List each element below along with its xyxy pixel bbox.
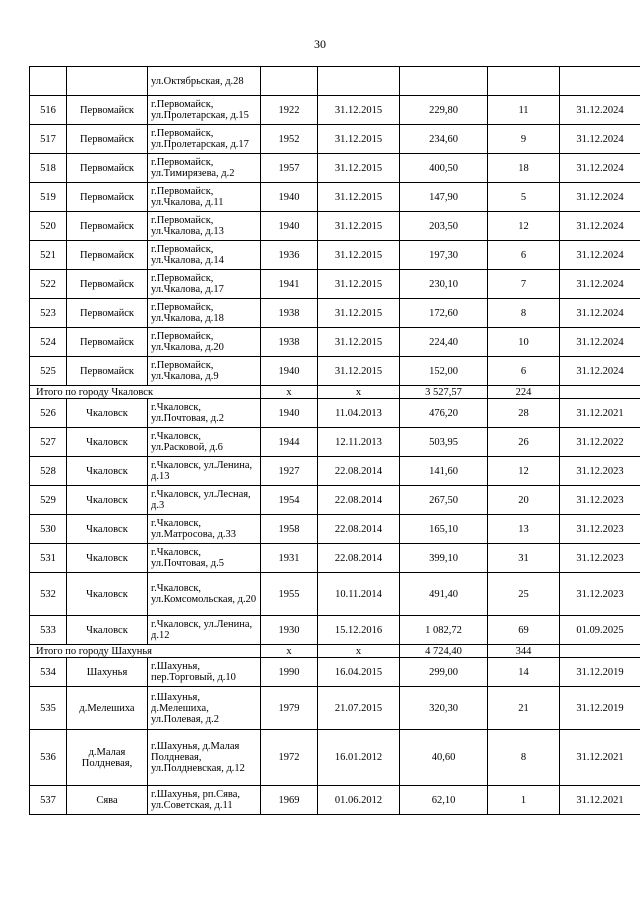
cell-address: г.Первомайск, ул.Чкалова, д.18: [148, 299, 261, 328]
cell-date: 31.12.2015: [318, 270, 400, 299]
total-date: х: [318, 645, 400, 658]
cell-address: г.Первомайск, ул.Пролетарская, д.17: [148, 125, 261, 154]
cell-count: 28: [488, 399, 560, 428]
cell-year: 1940: [261, 183, 318, 212]
table-row: [30, 786, 640, 815]
cell-settlement: Чкаловск: [67, 515, 148, 544]
cell-num: 519: [30, 183, 67, 212]
cell-year: 1969: [261, 786, 318, 815]
cell-settlement: Чкаловск: [67, 457, 148, 486]
cell-num: 528: [30, 457, 67, 486]
cell-count: 9: [488, 125, 560, 154]
cell-settlement: Первомайск: [67, 241, 148, 270]
cell-deadline: 31.12.2021: [560, 730, 640, 786]
total-year: х: [261, 386, 318, 399]
cell-date: 31.12.2015: [318, 183, 400, 212]
cell-area: 165,10: [400, 515, 488, 544]
cell-count: 6: [488, 357, 560, 386]
housing-register-table: [29, 66, 640, 815]
total-row: [30, 386, 640, 399]
cell-address: г.Первомайск, ул.Тимирязева, д.2: [148, 154, 261, 183]
cell-address: г.Шахунья, д.Малая Полдневая, ул.Полдневская, д.12: [148, 730, 261, 786]
cell-date: 16.01.2012: [318, 730, 400, 786]
cell-count: 10: [488, 328, 560, 357]
table-row: [30, 154, 640, 183]
cell-num: 521: [30, 241, 67, 270]
cell-count: 13: [488, 515, 560, 544]
cell-num: 537: [30, 786, 67, 815]
cell-address: г.Чкаловск, ул.Расковой, д.6: [148, 428, 261, 457]
cell-date: 31.12.2015: [318, 357, 400, 386]
cell-date: 31.12.2015: [318, 241, 400, 270]
table-row: [30, 573, 640, 616]
table-row: [30, 428, 640, 457]
cell-address: г.Чкаловск, ул.Лесная, д.3: [148, 486, 261, 515]
total-area: 4 724,40: [400, 645, 488, 658]
cell-num: 522: [30, 270, 67, 299]
cell-num: 536: [30, 730, 67, 786]
cell-year: 1955: [261, 573, 318, 616]
cell-count: 5: [488, 183, 560, 212]
table-row: [30, 241, 640, 270]
total-count: 224: [488, 386, 560, 399]
cell-settlement: Чкаловск: [67, 544, 148, 573]
table-row: [30, 658, 640, 687]
cell-num: 527: [30, 428, 67, 457]
cell-settlement: д.Малая Полдневая,: [67, 730, 148, 786]
cell-deadline: 31.12.2019: [560, 687, 640, 730]
cell-date: [318, 67, 400, 96]
cell-settlement: Сява: [67, 786, 148, 815]
cell-settlement: Первомайск: [67, 212, 148, 241]
cell-settlement: Шахунья: [67, 658, 148, 687]
cell-num: [30, 67, 67, 96]
cell-deadline: 01.09.2025: [560, 616, 640, 645]
cell-year: 1922: [261, 96, 318, 125]
cell-area: 1 082,72: [400, 616, 488, 645]
cell-area: 400,50: [400, 154, 488, 183]
cell-deadline: 31.12.2023: [560, 486, 640, 515]
cell-deadline: 31.12.2021: [560, 399, 640, 428]
cell-date: 11.04.2013: [318, 399, 400, 428]
cell-year: 1979: [261, 687, 318, 730]
cell-deadline: 31.12.2024: [560, 328, 640, 357]
table-row: [30, 183, 640, 212]
cell-deadline: 31.12.2024: [560, 96, 640, 125]
cell-count: 8: [488, 730, 560, 786]
cell-count: 18: [488, 154, 560, 183]
table-row: [30, 457, 640, 486]
cell-area: 299,00: [400, 658, 488, 687]
cell-date: 31.12.2015: [318, 154, 400, 183]
cell-year: 1954: [261, 486, 318, 515]
table-row: [30, 96, 640, 125]
table-row: [30, 486, 640, 515]
cell-year: 1958: [261, 515, 318, 544]
cell-year: 1927: [261, 457, 318, 486]
cell-deadline: 31.12.2023: [560, 573, 640, 616]
cell-year: 1938: [261, 328, 318, 357]
cell-address: г.Чкаловск, ул.Почтовая, д.5: [148, 544, 261, 573]
cell-num: 525: [30, 357, 67, 386]
table-row: [30, 544, 640, 573]
cell-num: 526: [30, 399, 67, 428]
cell-settlement: [67, 67, 148, 96]
cell-area: 172,60: [400, 299, 488, 328]
cell-address: г.Чкаловск, ул.Ленина, д.12: [148, 616, 261, 645]
total-area: 3 527,57: [400, 386, 488, 399]
cell-date: 31.12.2015: [318, 299, 400, 328]
total-deadline: [560, 645, 640, 658]
cell-settlement: Первомайск: [67, 183, 148, 212]
cell-deadline: 31.12.2023: [560, 457, 640, 486]
cell-year: 1990: [261, 658, 318, 687]
cell-count: [488, 67, 560, 96]
total-count: 344: [488, 645, 560, 658]
table-row-continued: [30, 67, 640, 96]
cell-year: 1930: [261, 616, 318, 645]
table-row: [30, 299, 640, 328]
cell-date: 31.12.2015: [318, 328, 400, 357]
cell-num: 532: [30, 573, 67, 616]
total-label: Итого по городу Чкаловск: [30, 386, 261, 399]
cell-deadline: 31.12.2022: [560, 428, 640, 457]
cell-year: [261, 67, 318, 96]
cell-date: 12.11.2013: [318, 428, 400, 457]
cell-address: г.Первомайск, ул.Чкалова, д.13: [148, 212, 261, 241]
cell-address: г.Чкаловск, ул.Комсомольская, д.20: [148, 573, 261, 616]
cell-deadline: 31.12.2023: [560, 544, 640, 573]
cell-area: 147,90: [400, 183, 488, 212]
cell-address: г.Первомайск, ул.Чкалова, д.11: [148, 183, 261, 212]
cell-date: 15.12.2016: [318, 616, 400, 645]
cell-area: 152,00: [400, 357, 488, 386]
cell-deadline: 31.12.2024: [560, 154, 640, 183]
cell-settlement: Чкаловск: [67, 616, 148, 645]
table-row: [30, 515, 640, 544]
table-row: [30, 212, 640, 241]
table-row: [30, 687, 640, 730]
table-row: [30, 270, 640, 299]
cell-area: 399,10: [400, 544, 488, 573]
cell-num: 533: [30, 616, 67, 645]
cell-count: 69: [488, 616, 560, 645]
cell-area: 320,30: [400, 687, 488, 730]
cell-address: г.Шахунья, д.Мелешиха, ул.Полевая, д.2: [148, 687, 261, 730]
cell-count: 8: [488, 299, 560, 328]
cell-settlement: Чкаловск: [67, 399, 148, 428]
cell-num: 518: [30, 154, 67, 183]
cell-area: 491,40: [400, 573, 488, 616]
cell-area: 230,10: [400, 270, 488, 299]
total-deadline: [560, 386, 640, 399]
cell-address: г.Первомайск, ул.Чкалова, д.14: [148, 241, 261, 270]
cell-settlement: Чкаловск: [67, 573, 148, 616]
cell-num: 530: [30, 515, 67, 544]
cell-date: 31.12.2015: [318, 212, 400, 241]
cell-count: 1: [488, 786, 560, 815]
cell-count: 26: [488, 428, 560, 457]
cell-date: 31.12.2015: [318, 96, 400, 125]
table-row: [30, 399, 640, 428]
table-row: [30, 616, 640, 645]
cell-area: 40,60: [400, 730, 488, 786]
cell-num: 524: [30, 328, 67, 357]
cell-count: 20: [488, 486, 560, 515]
cell-area: 224,40: [400, 328, 488, 357]
cell-settlement: Первомайск: [67, 328, 148, 357]
total-row: [30, 645, 640, 658]
cell-area: 503,95: [400, 428, 488, 457]
cell-area: [400, 67, 488, 96]
cell-num: 529: [30, 486, 67, 515]
cell-count: 31: [488, 544, 560, 573]
cell-num: 520: [30, 212, 67, 241]
cell-area: 476,20: [400, 399, 488, 428]
cell-deadline: 31.12.2024: [560, 212, 640, 241]
cell-year: 1938: [261, 299, 318, 328]
cell-deadline: 31.12.2024: [560, 299, 640, 328]
cell-year: 1957: [261, 154, 318, 183]
cell-year: 1952: [261, 125, 318, 154]
cell-settlement: Первомайск: [67, 357, 148, 386]
cell-settlement: Чкаловск: [67, 486, 148, 515]
total-label: Итого по городу Шахунья: [30, 645, 261, 658]
cell-date: 01.06.2012: [318, 786, 400, 815]
cell-deadline: 31.12.2024: [560, 241, 640, 270]
cell-date: 22.08.2014: [318, 544, 400, 573]
cell-settlement: Первомайск: [67, 299, 148, 328]
cell-deadline: 31.12.2021: [560, 786, 640, 815]
table-row: [30, 357, 640, 386]
cell-count: 12: [488, 212, 560, 241]
cell-settlement: Первомайск: [67, 96, 148, 125]
cell-deadline: 31.12.2024: [560, 125, 640, 154]
cell-count: 6: [488, 241, 560, 270]
cell-num: 531: [30, 544, 67, 573]
cell-date: 31.12.2015: [318, 125, 400, 154]
cell-date: 21.07.2015: [318, 687, 400, 730]
cell-address: г.Шахунья, пер.Торговый, д.10: [148, 658, 261, 687]
cell-num: 534: [30, 658, 67, 687]
cell-address: г.Чкаловск, ул.Почтовая, д.2: [148, 399, 261, 428]
cell-address: г.Первомайск, ул.Пролетарская, д.15: [148, 96, 261, 125]
cell-num: 535: [30, 687, 67, 730]
cell-year: 1936: [261, 241, 318, 270]
cell-num: 523: [30, 299, 67, 328]
cell-date: 10.11.2014: [318, 573, 400, 616]
cell-address: г.Первомайск, ул.Чкалова, д.17: [148, 270, 261, 299]
cell-year: 1941: [261, 270, 318, 299]
cell-year: 1940: [261, 212, 318, 241]
cell-address: г.Чкаловск, ул.Матросова, д.33: [148, 515, 261, 544]
cell-deadline: 31.12.2024: [560, 183, 640, 212]
cell-settlement: Первомайск: [67, 125, 148, 154]
cell-address: ул.Октябрьская, д.28: [148, 67, 261, 96]
cell-address: г.Шахунья, рп.Сява, ул.Советская, д.11: [148, 786, 261, 815]
cell-deadline: 31.12.2019: [560, 658, 640, 687]
cell-area: 197,30: [400, 241, 488, 270]
cell-deadline: [560, 67, 640, 96]
cell-settlement: Первомайск: [67, 154, 148, 183]
cell-count: 12: [488, 457, 560, 486]
cell-deadline: 31.12.2024: [560, 357, 640, 386]
cell-year: 1940: [261, 399, 318, 428]
cell-count: 25: [488, 573, 560, 616]
cell-area: 203,50: [400, 212, 488, 241]
cell-num: 517: [30, 125, 67, 154]
cell-settlement: Первомайск: [67, 270, 148, 299]
cell-date: 16.04.2015: [318, 658, 400, 687]
cell-area: 267,50: [400, 486, 488, 515]
total-year: х: [261, 645, 318, 658]
cell-num: 516: [30, 96, 67, 125]
cell-address: г.Первомайск, ул.Чкалова, д.9: [148, 357, 261, 386]
cell-area: 62,10: [400, 786, 488, 815]
total-date: х: [318, 386, 400, 399]
cell-year: 1940: [261, 357, 318, 386]
cell-date: 22.08.2014: [318, 515, 400, 544]
cell-date: 22.08.2014: [318, 457, 400, 486]
cell-year: 1972: [261, 730, 318, 786]
cell-date: 22.08.2014: [318, 486, 400, 515]
cell-area: 229,80: [400, 96, 488, 125]
cell-deadline: 31.12.2024: [560, 270, 640, 299]
cell-count: 14: [488, 658, 560, 687]
cell-year: 1944: [261, 428, 318, 457]
table-row: [30, 730, 640, 786]
cell-settlement: Чкаловск: [67, 428, 148, 457]
cell-year: 1931: [261, 544, 318, 573]
cell-area: 141,60: [400, 457, 488, 486]
cell-count: 11: [488, 96, 560, 125]
cell-address: г.Чкаловск, ул.Ленина, д.13: [148, 457, 261, 486]
page-number: 30: [314, 37, 326, 51]
table-row: [30, 125, 640, 154]
cell-count: 21: [488, 687, 560, 730]
cell-deadline: 31.12.2023: [560, 515, 640, 544]
cell-address: г.Первомайск, ул.Чкалова, д.20: [148, 328, 261, 357]
cell-count: 7: [488, 270, 560, 299]
cell-area: 234,60: [400, 125, 488, 154]
table-row: [30, 328, 640, 357]
cell-settlement: д.Мелешиха: [67, 687, 148, 730]
